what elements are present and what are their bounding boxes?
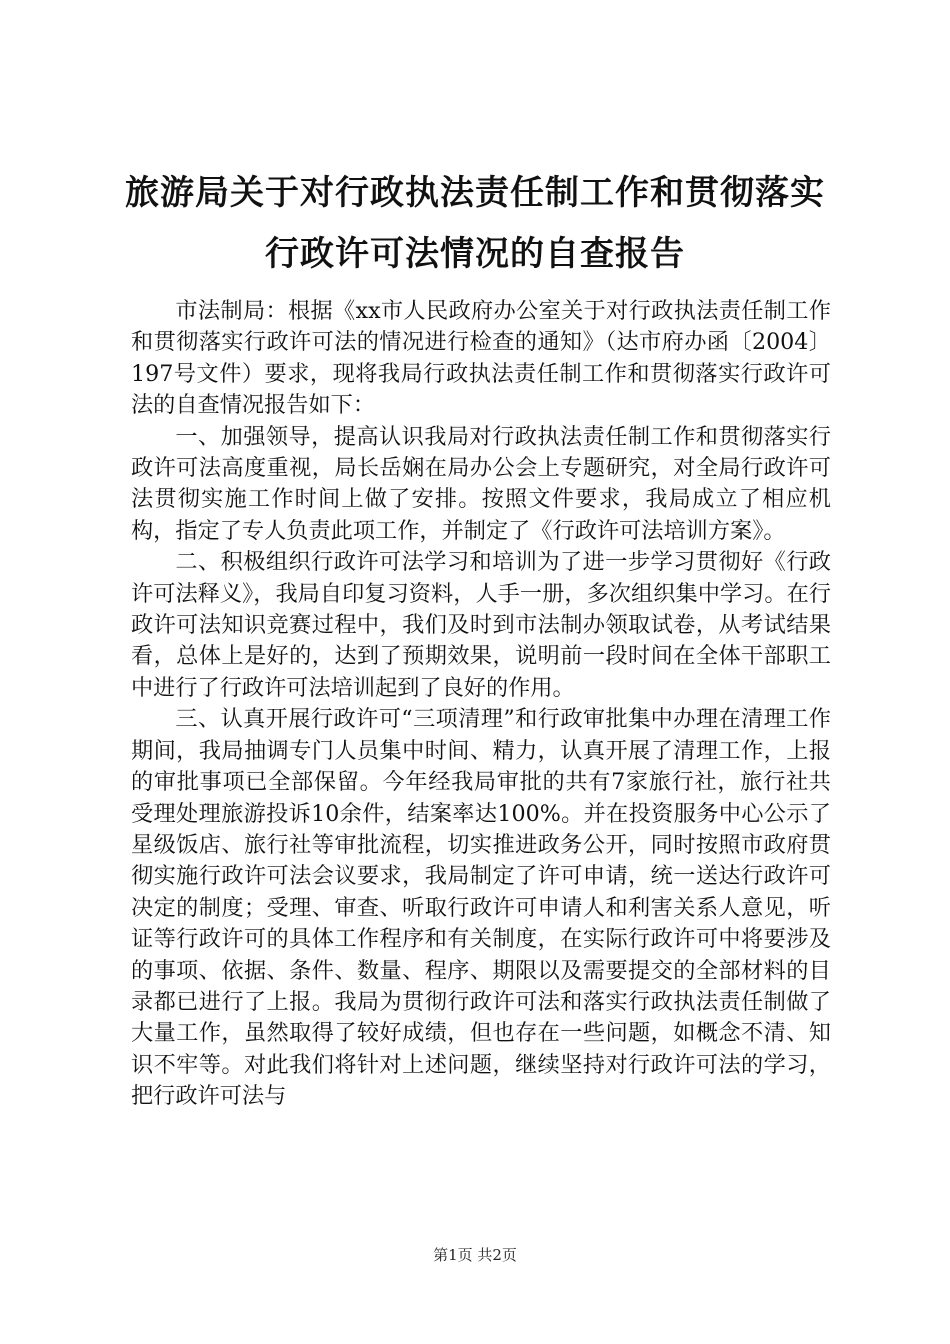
paragraph-section-3: 三、认真开展行政许可“三项清理”和行政审批集中办理在清理工作期间，我局抽调专门人员集中时间、精力，认真开展了清理工作，上报的审批事项已全部保留。今年经我局审批的共有7家旅行社，旅行社共受理处理旅游投诉10余件，结案率达100%。并在投资服务中心公示了星级饭店、旅行社等审批流程，切实推进政务公开，同时按照市政府贯彻实施行政许可法会议要求，我局制定了许可申请，统一送达行政许可决定的制度；受理、审查、听取行政许可申请人和利害关系人意见，听证等行政许可的具体工作程序和有关制度，在实际行政许可中将要涉及的事项、依据、条件、数量、程序、期限以及需要提交的全部材料的目录都已进行了上报。我局为贯彻行政许可法和落实行政执法责任制做了大量工作，虽然取得了较好成绩，但也存在一些问题，如概念不清、知识不牢等。对此我们将针对上述问题，继续坚持对行政许可法的学习，把行政许可法与	[131, 706, 831, 1110]
document-body	[131, 296, 831, 1113]
page-number-footer: 第1页 共2页	[433, 1246, 517, 1264]
document-title-line-2: 行政许可法情况的自查报告	[265, 234, 685, 274]
document-title-line-1: 旅游局关于对行政执法责任制工作和贯彻落实	[125, 173, 825, 213]
paragraph-section-1: 一、加强领导，提高认识我局对行政执法责任制工作和贯彻落实行政许可法高度重视，局长岳娴在局办公会上专题研究，对全局行政许可法贯彻实施工作时间上做了安排。按照文件要求，我局成立了相应机构，指定了专人负责此项工作，并制定了《行政许可法培训方案》。	[131, 423, 831, 544]
paragraph-section-2: 二、积极组织行政许可法学习和培训为了进一步学习贯彻好《行政许可法释义》，我局自印复习资料，人手一册，多次组织集中学习。在行政许可法知识竞赛过程中，我们及时到市法制办领取试卷，从考试结果看，总体上是好的，达到了预期效果，说明前一段时间在全体干部职工中进行了行政许可法培训起到了良好的作用。	[131, 549, 831, 701]
paragraph-salutation: 市法制局：根据《xx市人民政府办公室关于对行政执法责任制工作和贯彻落实行政许可法的情况进行检查的通知》（达市府办函〔2004〕197号文件）要求，现将我局行政执法责任制工作和贯彻落实行政许可法的自查情况报告如下：	[131, 298, 831, 419]
